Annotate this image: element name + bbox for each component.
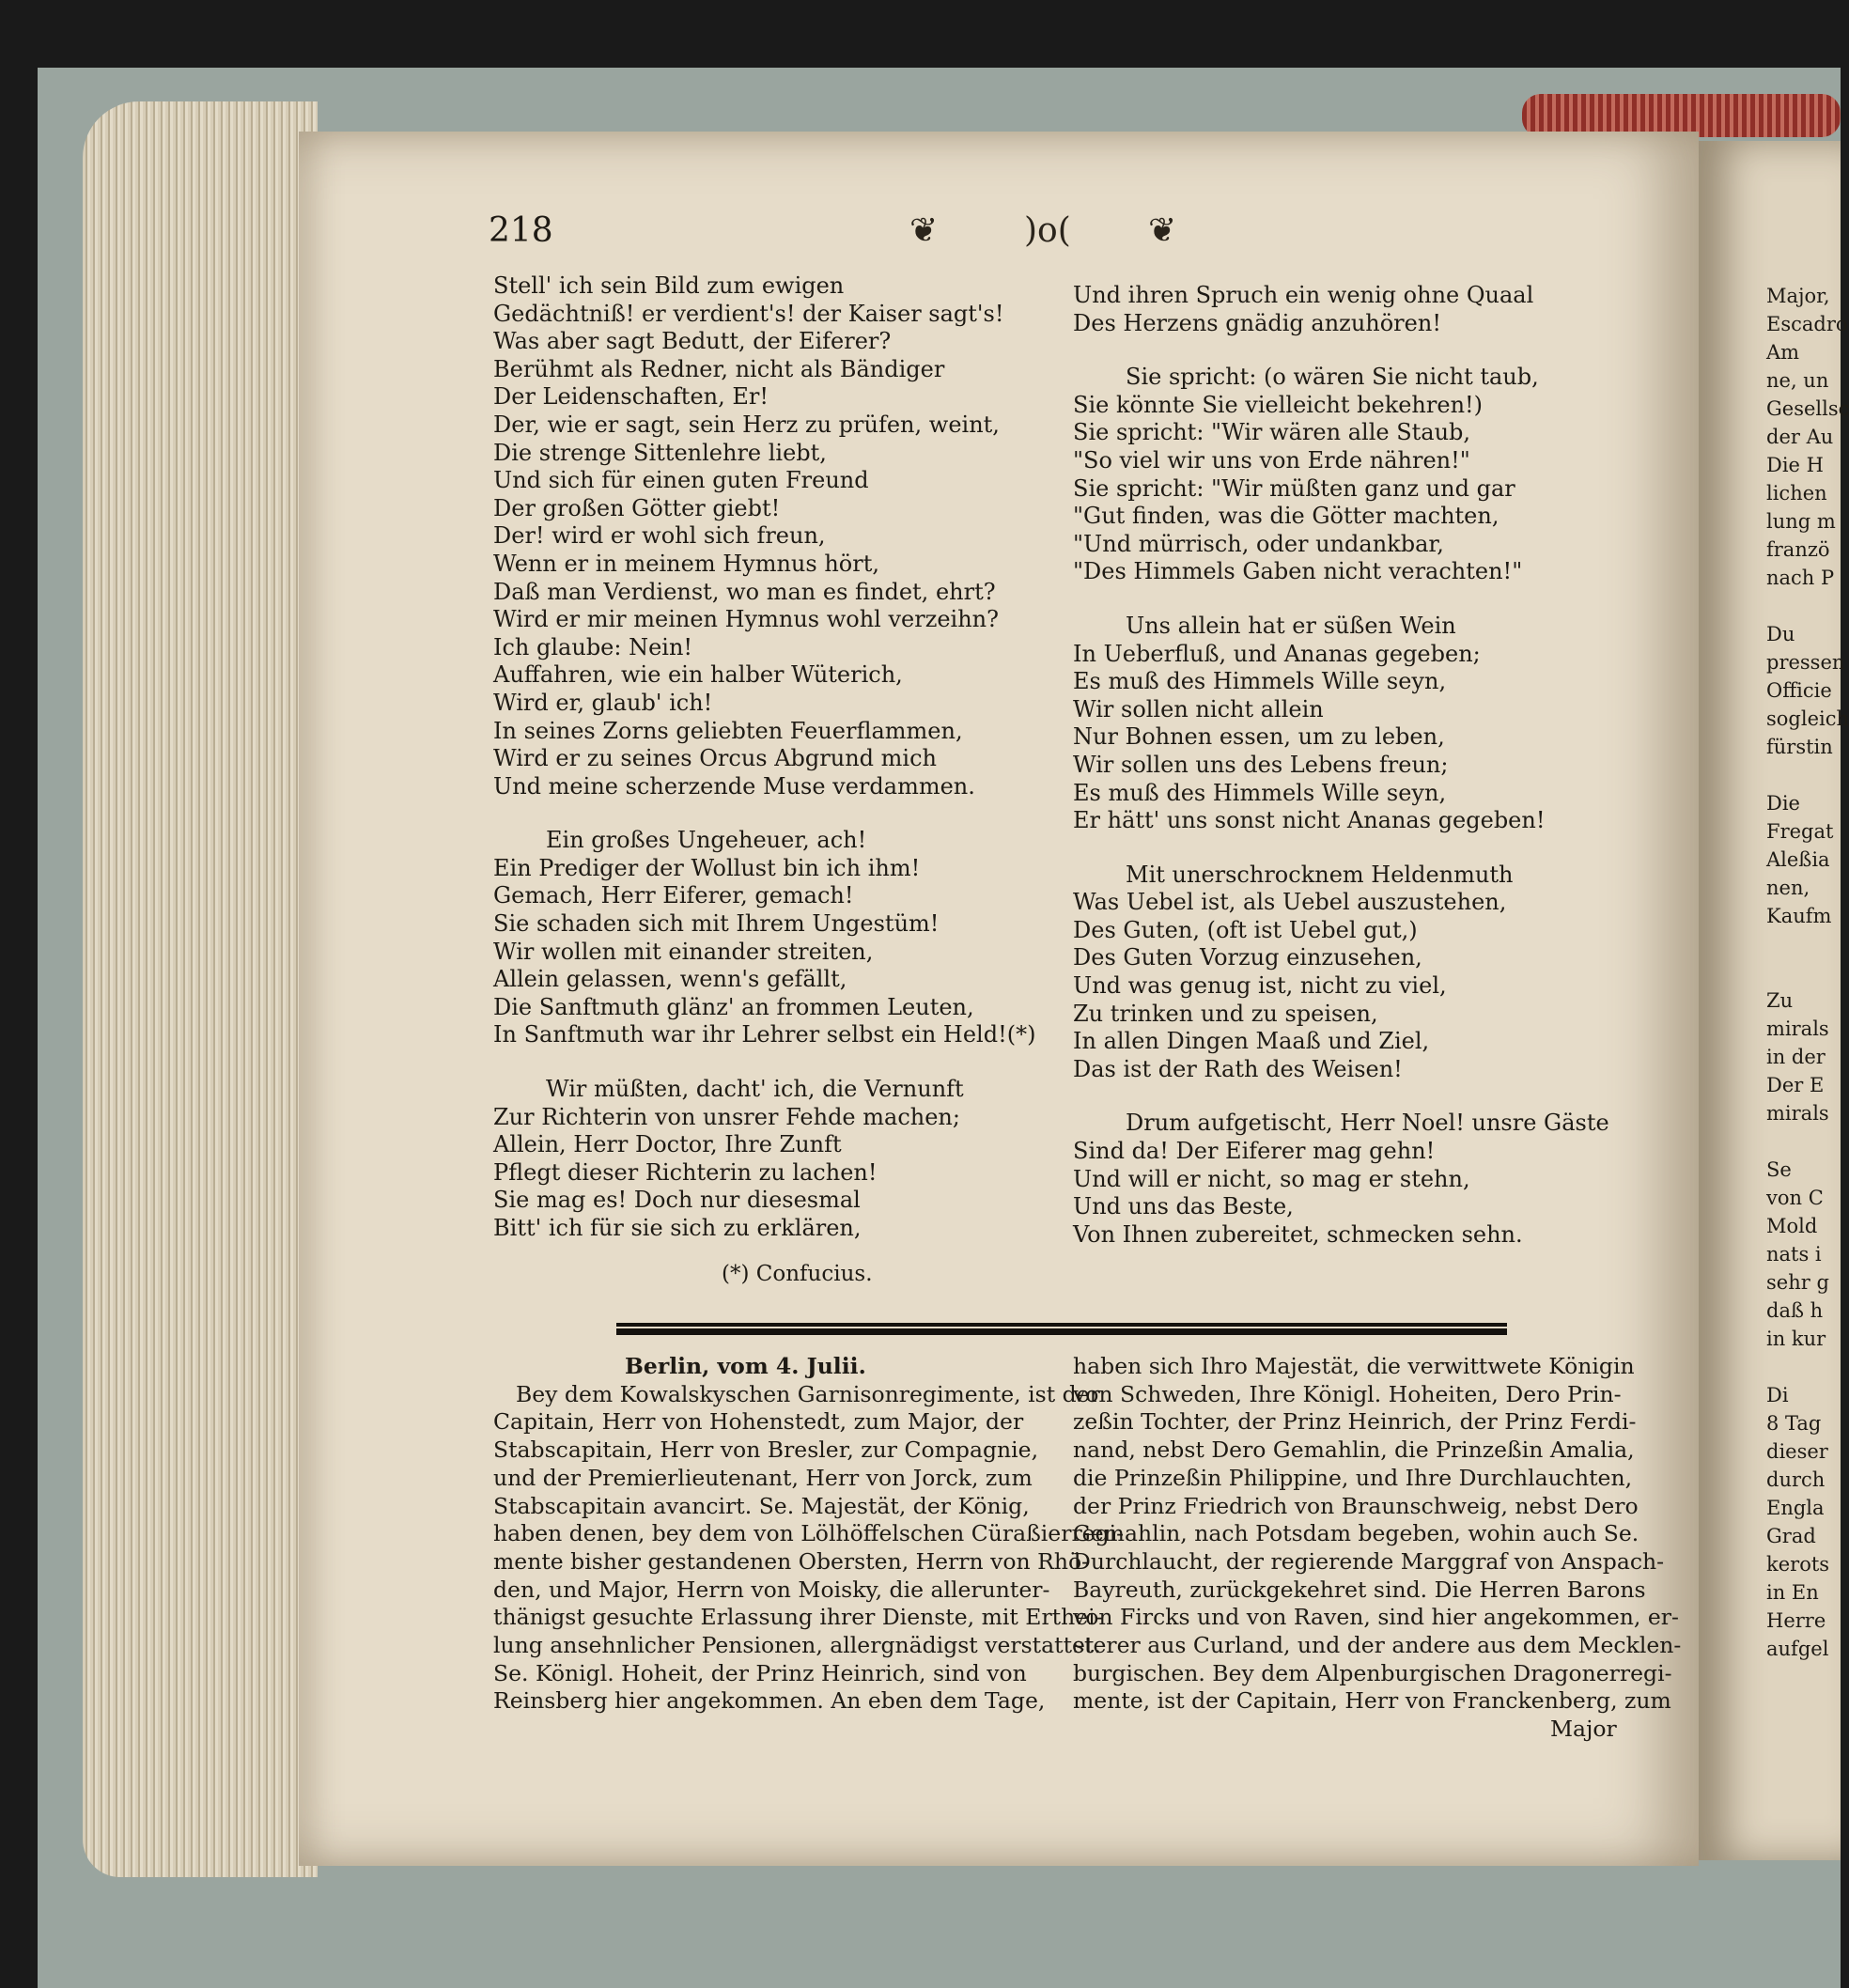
- next-page-line: in der: [1766, 1046, 1826, 1068]
- poem-line: Von Ihnen zubereitet, schmecken sehn.: [1073, 1220, 1523, 1248]
- stanza-break: [1766, 592, 1849, 620]
- next-page-line: in kur: [1766, 1328, 1826, 1350]
- next-page-line: nen,: [1766, 877, 1810, 899]
- poem-line: In seines Zorns geliebten Feuerflammen,: [493, 717, 963, 744]
- news-line: burgischen. Bey dem Alpenburgischen Dragonerregi-: [1073, 1659, 1672, 1686]
- next-page-line: daß h: [1766, 1299, 1824, 1322]
- poem-line: Mit unerschrocknem Heldenmuth: [1126, 861, 1514, 888]
- stanza-break: [1766, 761, 1849, 789]
- poem-line: Gedächtniß! er verdient's! der Kaiser sagt's!: [493, 300, 1004, 327]
- poem-line: Auffahren, wie ein halber Wüterich,: [493, 661, 903, 689]
- next-page-line: lung m: [1766, 510, 1836, 533]
- news-line: Reinsberg hier angekommen. An eben dem Tage,: [493, 1687, 1046, 1715]
- next-page-line: ne, un: [1766, 369, 1829, 392]
- poem-line: "Des Himmels Gaben nicht verachten!": [1073, 558, 1523, 585]
- next-page-line: fürstin: [1766, 736, 1833, 758]
- news-column-right: [1073, 1353, 1681, 1744]
- poem-line: Sind da! Der Eiferer mag gehn!: [1073, 1138, 1436, 1165]
- next-page-line: Major,: [1766, 285, 1830, 307]
- poem-line: Das ist der Rath des Weisen!: [1073, 1055, 1403, 1082]
- next-page-line: in En: [1766, 1581, 1819, 1604]
- next-page-line: Der E: [1766, 1074, 1825, 1096]
- next-page-line: Aleßia: [1766, 848, 1830, 871]
- next-page-line: durch: [1766, 1468, 1826, 1491]
- poem-line: Wir wollen mit einander streiten,: [493, 938, 874, 965]
- poem-line: Ein großes Ungeheuer, ach!: [546, 827, 867, 854]
- news-line: Bayreuth, zurückgekehret sind. Die Herren Barons: [1073, 1576, 1646, 1603]
- poem-column-right: [1073, 282, 1609, 1249]
- poem-line: Daß man Verdienst, wo man es findet, ehrt?: [493, 578, 996, 605]
- news-line: Stabscapitain avancirt. Se. Majestät, der König,: [493, 1492, 1030, 1519]
- news-line: der Prinz Friedrich von Braunschweig, nebst Dero: [1073, 1492, 1639, 1519]
- ornament-left-icon: ❦: [909, 211, 939, 250]
- poem-line: Zu trinken und zu speisen,: [1073, 1000, 1378, 1027]
- news-line: Durchlaucht, der regierende Marggraf von Anspach-: [1073, 1547, 1665, 1575]
- news-line: lung ansehnlicher Pensionen, allergnädigst verstattet.: [493, 1632, 1101, 1659]
- next-page-line: mirals: [1766, 1102, 1829, 1125]
- poem-line: Berühmt als Redner, nicht als Bändiger: [493, 355, 945, 382]
- ornament-middle-icon: )o(: [1024, 211, 1071, 250]
- next-page-line: Escadro: [1766, 313, 1848, 335]
- poem-line: Und was genug ist, nicht zu viel,: [1073, 972, 1447, 1000]
- ornament-right-icon: ❦: [1148, 211, 1177, 250]
- next-page-line: Grad: [1766, 1525, 1816, 1547]
- poem-line: Bitt' ich für sie sich zu erklären,: [493, 1215, 862, 1241]
- next-page-fragment: [1766, 282, 1849, 1663]
- poem-line: In Sanftmuth war ihr Lehrer selbst ein Held!(*): [493, 1021, 1036, 1048]
- next-page-line: Kaufm: [1766, 905, 1832, 927]
- stanza-break: [493, 1049, 1035, 1076]
- page-number: 218: [489, 211, 553, 250]
- poem-line: Der Leidenschaften, Er!: [493, 383, 769, 411]
- poem-line: Sie mag es! Doch nur diesesmal: [493, 1187, 861, 1214]
- next-page-line: Officie: [1766, 679, 1832, 702]
- poem-line: "So viel wir uns von Erde nähren!": [1073, 446, 1470, 474]
- poem-line: Und will er nicht, so mag er stehn,: [1073, 1165, 1470, 1192]
- footnote: (*) Confucius.: [722, 1262, 873, 1286]
- poem-line: Er hätt' uns sonst nicht Ananas gegeben!: [1073, 807, 1546, 834]
- poem-line: Stell' ich sein Bild zum ewigen: [493, 272, 845, 299]
- poem-line: Sie spricht: "Wir müßten ganz und gar: [1073, 474, 1515, 502]
- poem-line: In allen Dingen Maaß und Ziel,: [1073, 1028, 1430, 1055]
- poem-line: Sie schaden sich mit Ihrem Ungestüm!: [493, 910, 940, 938]
- news-line: zeßin Tochter, der Prinz Heinrich, der Prinz Ferdi-: [1073, 1408, 1637, 1436]
- poem-line: Ein Prediger der Wollust bin ich ihm!: [493, 854, 921, 881]
- next-page-line: sehr g: [1766, 1271, 1829, 1294]
- poem-line: Wird er zu seines Orcus Abgrund mich: [493, 745, 937, 772]
- next-page-line: Du: [1766, 623, 1795, 645]
- poem-line: "Und mürrisch, oder undankbar,: [1073, 530, 1444, 557]
- stanza-break: [1073, 337, 1609, 364]
- next-page-line: Gesellsc: [1766, 397, 1849, 420]
- next-page-line: Die H: [1766, 454, 1824, 476]
- stanza-break: [1766, 1127, 1849, 1156]
- news-line: thänigst gesuchte Erlassung ihrer Dienste, mit Erthei-: [493, 1604, 1103, 1631]
- next-page-line: Fregat: [1766, 820, 1834, 843]
- poem-line: Wenn er in meinem Hymnus hört,: [493, 550, 879, 577]
- poem-line: "Gut finden, was die Götter machten,: [1073, 503, 1499, 530]
- poem-line: Der, wie er sagt, sein Herz zu prüfen, weint,: [493, 411, 1000, 438]
- poem-line: Und uns das Beste,: [1073, 1193, 1294, 1220]
- poem-line: Wird er mir meinen Hymnus wohl verzeihn?: [493, 606, 1000, 633]
- next-page-line: nats i: [1766, 1243, 1822, 1266]
- book-page-edges: [83, 101, 318, 1877]
- news-line: haben sich Ihro Majestät, die verwittwete Königin: [1073, 1353, 1635, 1379]
- poem-line: Und ihren Spruch ein wenig ohne Quaal: [1073, 282, 1534, 308]
- next-page-line: Mold: [1766, 1215, 1818, 1237]
- stanza-break: [1766, 930, 1849, 958]
- poem-line: Es muß des Himmels Wille seyn,: [1073, 668, 1447, 695]
- next-page-line: nach P: [1766, 567, 1835, 589]
- poem-column-left: [493, 272, 1035, 1243]
- poem-line: Drum aufgetischt, Herr Noel! unsre Gäste: [1126, 1110, 1609, 1137]
- next-page-line: Engla: [1766, 1497, 1825, 1519]
- next-page-line: Se: [1766, 1158, 1792, 1181]
- news-column-left: [493, 1353, 1124, 1716]
- poem-line: Wird er, glaub' ich!: [493, 689, 713, 716]
- poem-line: Wir müßten, dacht' ich, die Vernunft: [546, 1076, 964, 1103]
- section-divider: [616, 1327, 1507, 1335]
- next-page-line: Zu: [1766, 989, 1794, 1012]
- poem-line: Sie spricht: "Wir wären alle Staub,: [1073, 419, 1471, 446]
- news-line: Major: [1550, 1716, 1617, 1743]
- poem-line: Die strenge Sittenlehre liebt,: [493, 439, 827, 466]
- news-line: Bey dem Kowalskyschen Garnisonregimente, ist der: [516, 1380, 1100, 1407]
- next-page-line: pressen: [1766, 651, 1845, 674]
- stanza-break: [493, 800, 1035, 827]
- poem-line: Allein, Herr Doctor, Ihre Zunft: [493, 1131, 842, 1158]
- poem-line: Nur Bohnen essen, um zu leben,: [1073, 723, 1445, 751]
- news-line: haben denen, bey dem von Lölhöffelschen Cüraßierregi-: [493, 1520, 1125, 1547]
- next-page-line: von C: [1766, 1187, 1824, 1209]
- poem-line: Allein gelassen, wenn's gefällt,: [493, 966, 847, 993]
- poem-line: Es muß des Himmels Wille seyn,: [1073, 779, 1447, 806]
- next-page-line: Herre: [1766, 1609, 1826, 1632]
- news-line: mente bisher gestandenen Obersten, Herrn von Rhö-: [493, 1547, 1090, 1575]
- news-line: Gemahlin, nach Potsdam begeben, wohin auch Se.: [1073, 1520, 1639, 1547]
- poem-line: Wir sollen uns des Lebens freun;: [1073, 751, 1449, 778]
- next-page-line: 8 Tag: [1766, 1412, 1822, 1435]
- next-page-line: Die: [1766, 792, 1800, 815]
- news-line: Stabscapitain, Herr von Bresler, zur Compagnie,: [493, 1437, 1039, 1464]
- poem-line: Zur Richterin von unsrer Fehde machen;: [493, 1103, 960, 1130]
- news-line: sterer aus Curland, und der andere aus dem Mecklen-: [1073, 1632, 1682, 1659]
- poem-line: Der großen Götter giebt!: [493, 494, 781, 521]
- poem-line: Was aber sagt Bedutt, der Eiferer?: [493, 328, 892, 355]
- news-line: Se. Königl. Hoheit, der Prinz Heinrich, sind von: [493, 1659, 1027, 1686]
- next-page-line: der Au: [1766, 426, 1834, 448]
- next-page-line: mirals: [1766, 1017, 1829, 1040]
- poem-line: Die Sanftmuth glänz' an frommen Leuten,: [493, 993, 974, 1020]
- poem-line: In Ueberfluß, und Ananas gegeben;: [1073, 640, 1481, 667]
- stanza-break: [1073, 1083, 1609, 1110]
- next-page-line: franzö: [1766, 538, 1830, 561]
- poem-line: Und sich für einen guten Freund: [493, 467, 869, 494]
- news-line: von Fircks und von Raven, sind hier angekommen, er-: [1073, 1604, 1679, 1631]
- next-page-line: dieser: [1766, 1440, 1828, 1463]
- stanza-break: [1766, 958, 1849, 986]
- next-page-line: aufgel: [1766, 1638, 1829, 1660]
- next-page-line: sogleich: [1766, 707, 1849, 730]
- news-headline: Berlin, vom 4. Julii.: [625, 1353, 866, 1379]
- poem-line: Der! wird er wohl sich freun,: [493, 522, 826, 550]
- poem-line: Ich glaube: Nein!: [493, 633, 693, 660]
- poem-line: Pflegt dieser Richterin zu lachen!: [493, 1158, 878, 1186]
- stanza-break: [1766, 1353, 1849, 1381]
- poem-line: Uns allein hat er süßen Wein: [1126, 612, 1456, 639]
- news-line: nand, nebst Dero Gemahlin, die Prinzeßin Amalia,: [1073, 1437, 1635, 1464]
- poem-line: Des Guten Vorzug einzusehen,: [1073, 944, 1422, 971]
- poem-line: Des Herzens gnädig anzuhören!: [1073, 309, 1441, 336]
- news-line: Capitain, Herr von Hohenstedt, zum Major, der: [493, 1408, 1024, 1436]
- news-line: mente, ist der Capitain, Herr von Franckenberg, zum: [1073, 1687, 1671, 1715]
- poem-line: Wir sollen nicht allein: [1073, 695, 1324, 722]
- next-page-line: lichen: [1766, 482, 1827, 505]
- poem-line: Sie spricht: (o wären Sie nicht taub,: [1126, 364, 1539, 391]
- poem-line: Des Guten, (oft ist Uebel gut,): [1073, 916, 1418, 943]
- stanza-break: [1073, 586, 1609, 613]
- poem-line: Was Uebel ist, als Uebel auszustehen,: [1073, 889, 1507, 916]
- poem-line: Gemach, Herr Eiferer, gemach!: [493, 882, 854, 909]
- next-page-line: Di: [1766, 1384, 1789, 1406]
- poem-line: Sie könnte Sie vielleicht bekehren!): [1073, 391, 1484, 418]
- stanza-break: [1073, 835, 1609, 862]
- poem-line: Und meine scherzende Muse verdammen.: [493, 772, 975, 800]
- next-page-line: Am: [1766, 341, 1800, 364]
- news-line: den, und Major, Herrn von Moisky, die allerunter-: [493, 1576, 1050, 1603]
- next-page-line: kerots: [1766, 1553, 1830, 1576]
- news-line: von Schweden, Ihre Königl. Hoheiten, Dero Prin-: [1073, 1380, 1622, 1407]
- news-line: die Prinzeßin Philippine, und Ihre Durchlauchten,: [1073, 1464, 1633, 1491]
- news-line: und der Premierlieutenant, Herr von Jorck, zum: [493, 1464, 1033, 1491]
